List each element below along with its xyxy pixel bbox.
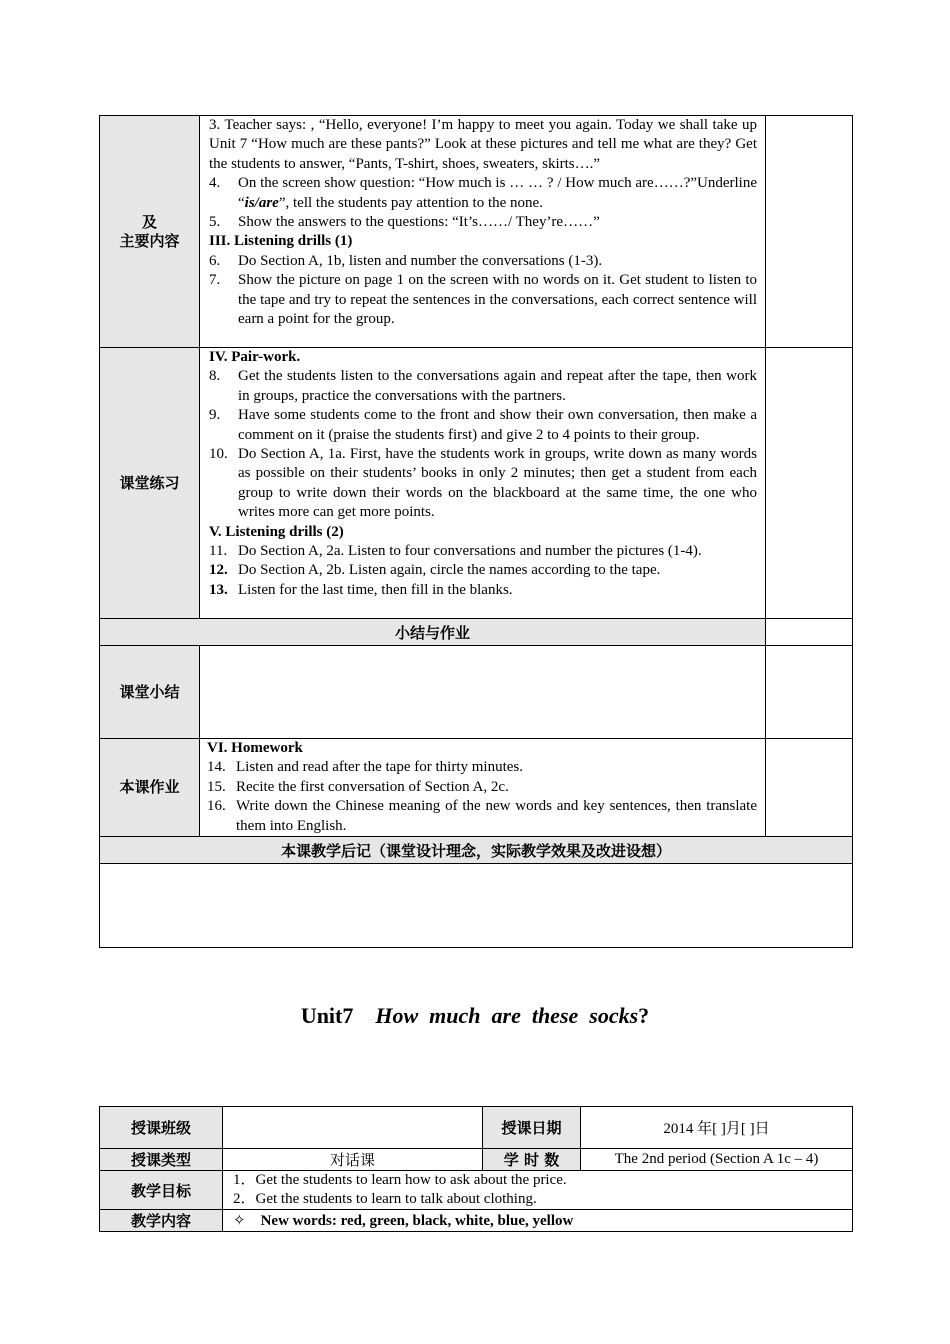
new-words: New words: red, green, black, white, blue, yellow [260, 1213, 574, 1229]
section-heading-homework: VI. Homework [207, 740, 303, 756]
type-hours-row [100, 1149, 853, 1171]
homework-label: 本课作业 [100, 739, 200, 837]
class-label: 授课班级 [100, 1107, 223, 1149]
content-cell [223, 1210, 853, 1232]
summary-cell [200, 646, 766, 739]
notes-cell [766, 619, 853, 646]
type-value: 对话课 [223, 1149, 483, 1171]
list-item-4: 4. On the screen show question: “How much is … … ? / How much are……?”Underline “is/are”, tell the students pay attention to the none. [209, 175, 757, 211]
homework-cell [200, 739, 766, 837]
list-item-8: 8. Get the students listen to the conversations again and repeat after the tape, then work in groups, practice the conversations with the partners. [209, 368, 757, 404]
section-heading-listening-2: V. Listening drills (2) [209, 523, 344, 540]
class-value [223, 1107, 483, 1149]
hours-label: 学 时 数 [483, 1149, 581, 1171]
class-date-row [100, 1107, 853, 1149]
content-label: 教学内容 [100, 1210, 223, 1232]
date-value: 2014 年[ ]月[ ]日 [581, 1107, 853, 1149]
list-item-6: 6. Do Section A, 1b, listen and number the conversations (1-3). [209, 252, 603, 269]
practice-cell [200, 348, 766, 619]
list-item-10: 10. Do Section A, 1a. First, have the students work in groups, write down as many words as possible on their students’ books in only 2 minutes; then get a student from each group to write down their words on the blackboard at the same time, the one who writes more can get more points. [209, 446, 757, 521]
notes-cell [766, 646, 853, 739]
main-content-cell [200, 116, 766, 348]
list-item-13: 13. Listen for the last time, then fill in the blanks. [209, 581, 513, 598]
summary-header-row [100, 619, 853, 646]
list-item-14: 14. Listen and read after the tape for thirty minutes. [207, 759, 523, 776]
list-item-5: 5. Show the answers to the questions: “It’s……/ They’re……” [209, 214, 600, 231]
goals-label: 教学目标 [100, 1171, 223, 1210]
type-label: 授课类型 [100, 1149, 223, 1171]
date-label: 授课日期 [483, 1107, 581, 1149]
list-item-7: 7. Show the picture on page 1 on the screen with no words on it. Get student to listen to the tape and try to repeat the sentences in the conversations, each correct sentence will earn a point for the group. [209, 272, 757, 328]
goal-1: 1．Get the students to learn how to ask about the price. [233, 1172, 567, 1188]
unit-question: How much are these socks [375, 1003, 639, 1028]
practice-label: 课堂练习 [100, 348, 200, 619]
lesson-info-table [99, 1106, 853, 1232]
main-content-row [100, 116, 853, 348]
list-item-12: 12. Do Section A, 2b. Listen again, circle the names according to the tape. [209, 562, 661, 579]
practice-row [100, 348, 853, 619]
goal-2: 2．Get the students to learn to talk about clothing. [233, 1191, 537, 1207]
homework-row [100, 739, 853, 837]
hours-value: The 2nd period (Section A 1c – 4) [581, 1149, 853, 1171]
list-item-16: 16. Write down the Chinese meaning of the new words and key sentences, then translate them into English. [207, 798, 757, 834]
section-heading-listening-1: III. Listening drills (1) [209, 233, 353, 250]
goals-cell [223, 1171, 853, 1210]
list-item-11: 11. Do Section A, 2a. Listen to four conversations and number the pictures (1-4). [209, 543, 702, 560]
summary-row [100, 646, 853, 739]
content-row [100, 1210, 853, 1232]
list-item-9: 9. Have some students come to the front and show their own conversation, then make a comment on it (praise the students first) and give 2 to 4 points to their group. [209, 407, 757, 443]
summary-homework-header: 小结与作业 [100, 619, 766, 646]
afterword-header: 本课教学后记（课堂设计理念，实际教学效果及改进设想） [100, 837, 853, 864]
section-heading-pair-work: IV. Pair-work. [209, 349, 301, 365]
is-are-emphasis: is/are [244, 194, 279, 211]
summary-label: 课堂小结 [100, 646, 200, 739]
list-item-15: 15. Recite the first conversation of Section A, 2c. [207, 778, 509, 795]
goals-row [100, 1171, 853, 1210]
unit-number: Unit7 [300, 1003, 354, 1028]
notes-cell [766, 739, 853, 837]
afterword-cell [100, 864, 853, 948]
main-content-label: 及 主要内容 [100, 116, 200, 348]
afterword-row [100, 864, 853, 948]
lesson-plan-table [99, 115, 853, 948]
notes-cell [766, 348, 853, 619]
paragraph-3: 3. Teacher says: , “Hello, everyone! I’m happy to meet you again. Today we shall take up Unit 7 “How much are these pants?” Look at these pictures and tell me what are they? Get the students to answer, “Pants, T-shirt, shoes, sweaters, skirts….” [209, 117, 757, 172]
afterword-header-row [100, 837, 853, 864]
notes-cell [766, 116, 853, 348]
unit-title: Unit7 How much are these socks? [300, 1003, 650, 1028]
diamond-icon: ✧ [233, 1213, 246, 1229]
